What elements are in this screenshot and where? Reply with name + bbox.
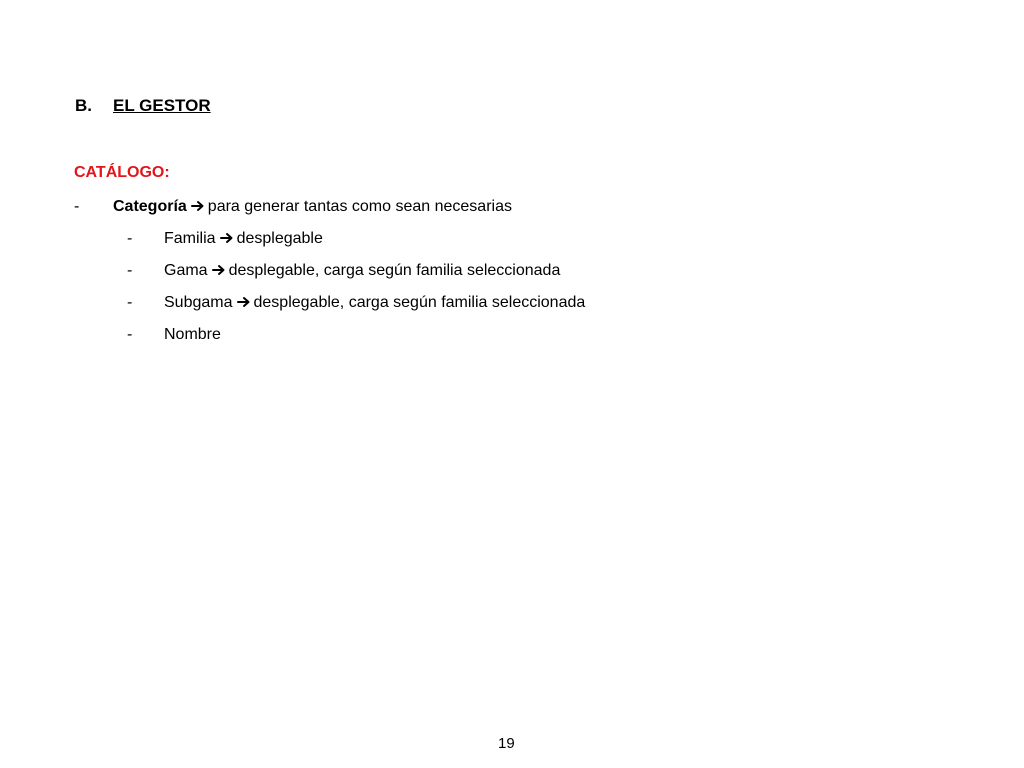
item-term: Gama [164, 262, 208, 279]
section-heading [75, 96, 211, 116]
right-arrow-icon [220, 232, 234, 244]
right-arrow-icon [212, 264, 226, 276]
list-item-categoria [74, 197, 512, 217]
item-description: desplegable [236, 230, 323, 247]
item-description: para generar tantas como sean necesarias [207, 198, 512, 215]
list-item-subgama [127, 293, 585, 313]
bullet-dash: - [127, 294, 133, 311]
item-term: Familia [164, 230, 216, 247]
item-term: Subgama [164, 294, 233, 311]
list-item-familia [127, 229, 323, 249]
bullet-dash: - [127, 262, 133, 279]
page-number: 19 [498, 735, 515, 752]
heading-number: B. [75, 96, 92, 115]
right-arrow-icon [237, 296, 251, 308]
item-term: Categoría [113, 198, 187, 215]
item-description: desplegable, carga según familia seleccionada [253, 294, 586, 311]
item-description: desplegable, carga según familia seleccionada [228, 262, 561, 279]
list-item-gama [127, 261, 560, 281]
bullet-dash: - [74, 198, 80, 215]
bullet-dash: - [127, 326, 133, 343]
item-term: Nombre [164, 326, 221, 343]
bullet-dash: - [127, 230, 133, 247]
catalog-label: CATÁLOGO: [74, 164, 170, 181]
right-arrow-icon [191, 200, 205, 212]
list-item-nombre [127, 325, 221, 345]
heading-title: EL GESTOR [113, 96, 211, 115]
